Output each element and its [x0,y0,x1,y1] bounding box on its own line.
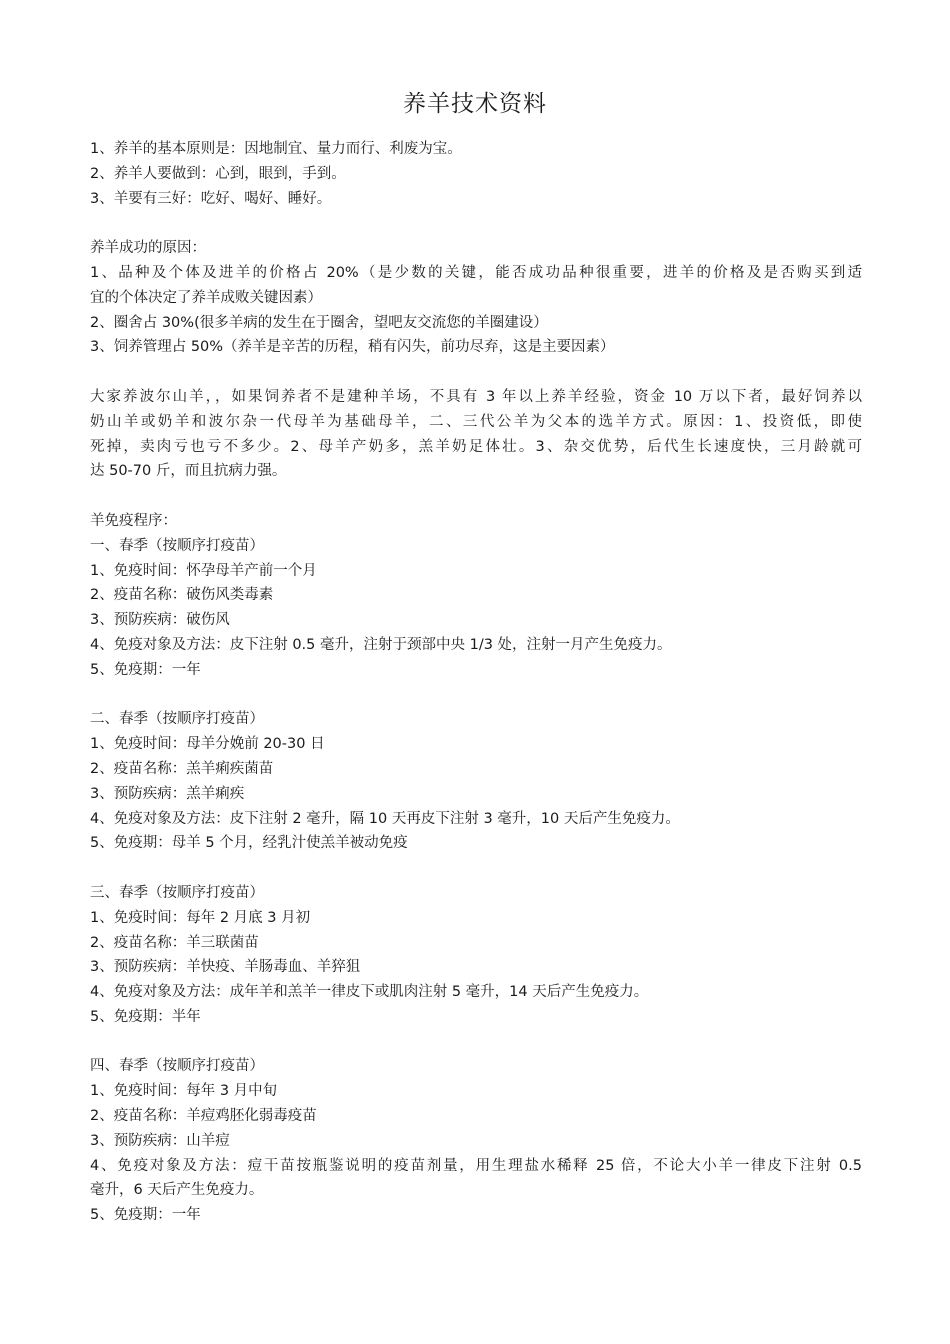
section-3-vaccine: 2、疫苗名称：羊三联菌苗 [90,934,259,951]
advice-line-3: 死掉，卖肉亏也亏不多少。2、母羊产奶多，羔羊奶足体壮。3、杂交优势，后代生长速度快，三月龄就可 [90,438,862,455]
section-1-method: 4、免疫对象及方法：皮下注射 0.5 毫升，注射于颈部中央 1/3 处，注射一月产生免疫力。 [90,636,672,653]
paragraph-gap [90,1030,862,1055]
section-4-period: 5、免疫期：一年 [90,1207,201,1224]
section-2-vaccine: 2、疫苗名称：羔羊痢疾菌苗 [90,760,274,777]
section-1-vaccine: 2、疫苗名称：破伤风类毒素 [90,587,274,604]
section-1-disease: 3、预防疾病：破伤风 [90,612,230,629]
principle-2: 2、养羊人要做到：心到，眼到，手到。 [90,165,346,182]
section-2-disease: 3、预防疾病：羔羊痢疾 [90,785,245,802]
success-item-3: 3、饲养管理占 50%（养羊是辛苦的历程，稍有闪失，前功尽弃，这是主要因素） [90,339,615,356]
section-3-disease: 3、预防疾病：羊快疫、羊肠毒血、羊猝狙 [90,959,361,976]
section-3-period: 5、免疫期：半年 [90,1008,201,1025]
success-heading: 养羊成功的原因： [90,240,206,257]
paragraph-gap [90,360,862,385]
advice-line-4: 达 50-70 斤，而且抗病力强。 [90,463,287,480]
paragraph-gap [90,856,862,881]
success-item-1-line-1: 1、品种及个体及进羊的价格占 20%（是少数的关键，能否成功品种很重要，进羊的价格及是否购买到适 [90,264,862,281]
section-2-time: 1、免疫时间：母羊分娩前 20-30 日 [90,736,325,753]
section-4-time: 1、免疫时间：每年 3 月中旬 [90,1083,278,1100]
section-4-disease: 3、预防疾病：山羊痘 [90,1132,230,1149]
principle-1: 1、养羊的基本原则是：因地制宜、量力而行、利废为宝。 [90,141,462,157]
section-3-method: 4、免疫对象及方法：成年羊和羔羊一律皮下或肌肉注射 5 毫升，14 天后产生免疫力。 [90,984,649,1001]
immunization-heading: 羊免疫程序： [90,512,177,529]
success-item-2: 2、圈舍占 30%(很多羊病的发生在于圈舍，望吧友交流您的羊圈建设） [90,314,548,331]
advice-line-2: 奶山羊或奶羊和波尔杂一代母羊为基础母羊，二、三代公羊为父本的选羊方式。原因：1、投资低，即使 [90,413,862,430]
principle-3: 3、羊要有三好：吃好、喝好、睡好。 [90,190,332,207]
section-3-heading: 三、春季（按顺序打疫苗） [90,884,264,901]
section-4-method-line-1: 4、免疫对象及方法：痘干苗按瓶鉴说明的疫苗剂量，用生理盐水稀释 25 倍，不论大小羊一律皮下注射 0.5 [90,1157,862,1174]
success-item-1-line-2: 宜的个体决定了养羊成败关键因素） [90,289,322,306]
advice-line-1: 大家养波尔山羊，，如果饲养者不是建种羊场，不具有 3 年以上养羊经验，资金 10 万以下者，最好饲养以 [90,388,862,405]
paragraph-gap [90,683,862,708]
section-2-period: 5、免疫期：母羊 5 个月，经乳汁使羔羊被动免疫 [90,835,408,852]
section-4-method-line-2: 毫升，6 天后产生免疫力。 [90,1182,264,1199]
section-1-heading: 一、春季（按顺序打疫苗） [90,537,264,554]
section-3-time: 1、免疫时间：每年 2 月底 3 月初 [90,909,311,926]
paragraph-gap [90,211,862,236]
paragraph-gap [90,484,862,509]
section-2-method: 4、免疫对象及方法：皮下注射 2 毫升，隔 10 天再皮下注射 3 毫升，10 天后产生免疫力。 [90,810,680,827]
document-title: 养羊技术资料 [403,91,547,117]
section-2-heading: 二、春季（按顺序打疫苗） [90,711,264,728]
document-body [90,137,862,1228]
section-4-heading: 四、春季（按顺序打疫苗） [90,1058,264,1075]
section-1-time: 1、免疫时间：怀孕母羊产前一个月 [90,562,317,579]
section-1-period: 5、免疫期：一年 [90,661,201,678]
section-4-vaccine: 2、疫苗名称：羊痘鸡胚化弱毒疫苗 [90,1108,317,1125]
